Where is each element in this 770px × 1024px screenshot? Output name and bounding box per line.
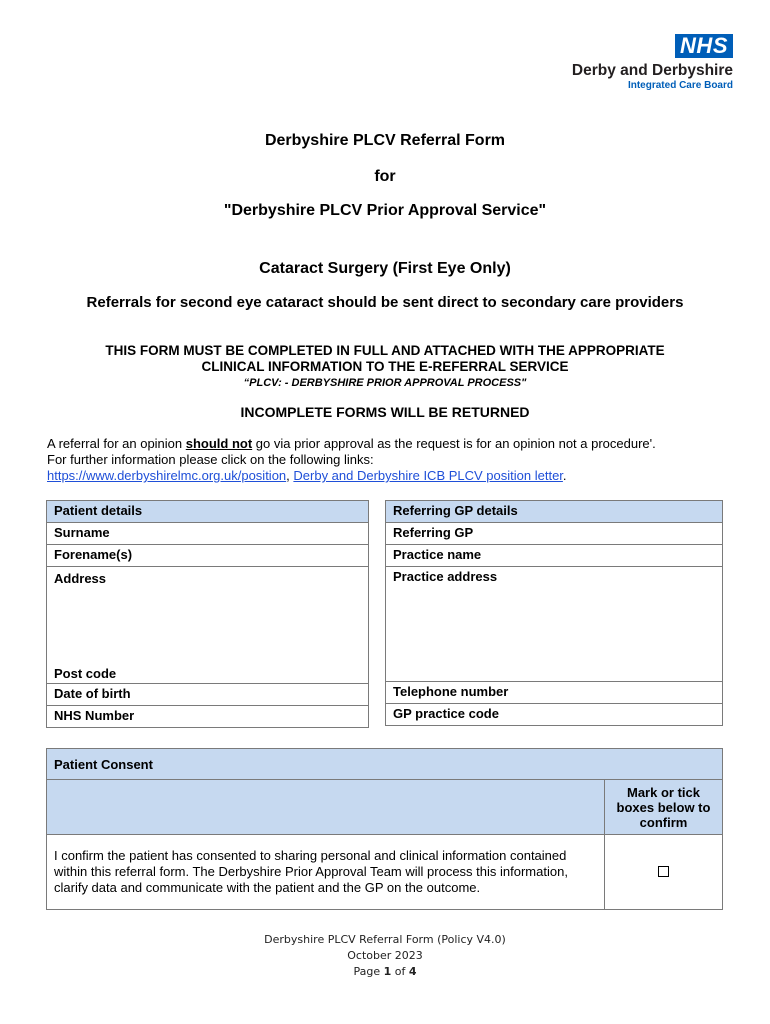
- nhs-badge: NHS: [675, 34, 733, 58]
- intro-emphasis: should not: [185, 436, 253, 451]
- icb-position-letter-link[interactable]: Derby and Derbyshire ICB PLCV position letter: [293, 468, 563, 483]
- form-title: Derbyshire PLCV Referral Form: [264, 132, 506, 149]
- surname-field[interactable]: Surname: [47, 523, 369, 545]
- consent-header-blank: [47, 780, 605, 835]
- date-of-birth-field[interactable]: Date of birth: [47, 684, 369, 706]
- mark-or-tick-header: Mark or tick boxes below to confirm: [605, 780, 723, 835]
- practice-address-field[interactable]: Practice address: [386, 567, 723, 682]
- incomplete-warning: INCOMPLETE FORMS WILL BE RETURNED: [240, 404, 530, 420]
- footer-date: October 2023: [347, 949, 423, 962]
- gp-details-heading: Referring GP details: [386, 501, 723, 523]
- page-current: 1: [383, 965, 392, 978]
- intro-links: [47, 468, 737, 484]
- form-for: for: [374, 168, 396, 185]
- completion-instruction-line2: CLINICAL INFORMATION TO THE E-REFERRAL SERVICE: [201, 359, 569, 374]
- referring-gp-field[interactable]: Referring GP: [386, 523, 723, 545]
- page-footer: [0, 932, 770, 980]
- telephone-field[interactable]: Telephone number: [386, 682, 723, 704]
- lmc-position-link[interactable]: https://www.derbyshirelmc.org.uk/position: [47, 468, 287, 483]
- patient-details-table: [46, 500, 369, 728]
- gp-details-table: [385, 500, 723, 726]
- address-field[interactable]: [47, 567, 369, 684]
- link-separator: ,: [286, 468, 294, 483]
- intro-line2: For further information please click on the following links:: [47, 452, 374, 467]
- consent-checkbox[interactable]: [658, 866, 669, 877]
- consent-statement: I confirm the patient has consented to sharing personal and clinical information contained within this referral form. The Derbyshire Prior Approval Team will process this information, clarify data and communicate with the patient and the GP on the outcome.: [47, 835, 605, 910]
- postcode-label: Post code: [54, 666, 117, 681]
- intro-text-2: go via prior approval as the request is for an opinion not a procedure'.: [252, 436, 656, 451]
- service-name: "Derbyshire PLCV Prior Approval Service": [223, 202, 547, 219]
- address-label: Address: [54, 571, 107, 586]
- logo-org-name: Derby and Derbyshire: [571, 62, 733, 79]
- logo-org-subtitle: Integrated Care Board: [627, 80, 733, 91]
- patient-details-heading: Patient details: [47, 501, 369, 523]
- page-of: of: [391, 965, 409, 978]
- page-total: 4: [408, 965, 417, 978]
- footer-policy: Derbyshire PLCV Referral Form (Policy V4.0): [264, 933, 506, 946]
- consent-checkbox-cell: [605, 835, 723, 910]
- patient-consent-table: [46, 748, 723, 910]
- link-end: .: [562, 468, 567, 483]
- gp-practice-code-field[interactable]: GP practice code: [386, 704, 723, 726]
- intro-line1: [47, 436, 737, 452]
- intro-text-1: A referral for an opinion: [47, 436, 186, 451]
- consent-heading: Patient Consent: [47, 749, 723, 780]
- footer-page-number: [0, 964, 770, 980]
- completion-instruction: [0, 343, 770, 375]
- intro-paragraph: [47, 436, 737, 484]
- second-eye-note: Referrals for second eye cataract should be sent direct to secondary care providers: [86, 294, 684, 311]
- nhs-logo: [572, 34, 733, 92]
- procedure-title: Cataract Surgery (First Eye Only): [259, 260, 511, 277]
- process-name: “PLCV: - DERBYSHIRE PRIOR APPROVAL PROCESS": [243, 377, 527, 389]
- nhs-number-field[interactable]: NHS Number: [47, 706, 369, 728]
- completion-instruction-line1: THIS FORM MUST BE COMPLETED IN FULL AND ATTACHED WITH THE APPROPRIATE: [105, 343, 665, 358]
- practice-name-field[interactable]: Practice name: [386, 545, 723, 567]
- forenames-field[interactable]: Forename(s): [47, 545, 369, 567]
- page-prefix: Page: [353, 965, 384, 978]
